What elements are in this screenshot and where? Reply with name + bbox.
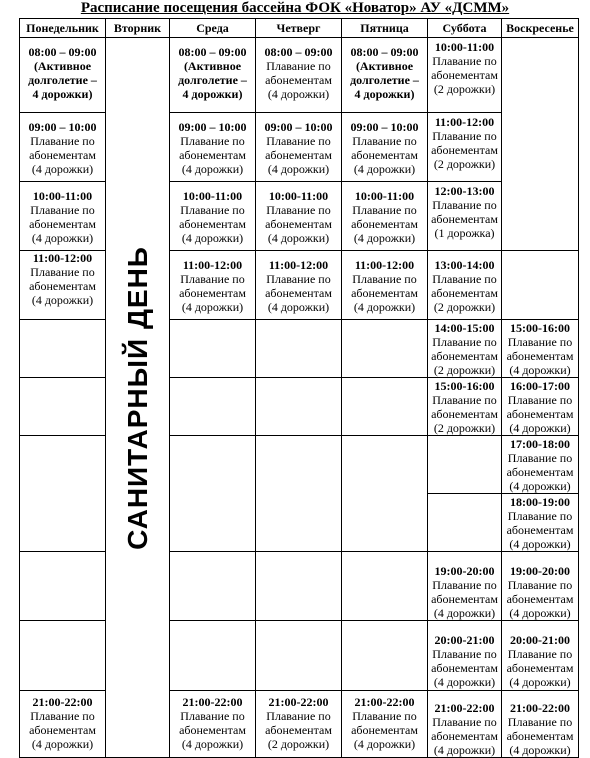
slot-time: 21:00-22:00	[32, 695, 93, 709]
slot-line: (Активное	[33, 59, 92, 73]
sanitary-day-label: САНИТАРНЫЙ ДЕНЬ	[121, 245, 153, 550]
slot-sun-1900	[502, 552, 579, 621]
slot-fri-2100	[342, 691, 428, 758]
slot-sun-2000	[502, 621, 579, 691]
slot-line: Плавание по	[30, 709, 95, 723]
slot-line: Плавание по	[432, 578, 497, 592]
slot-wed-0900	[170, 113, 256, 182]
table-row	[20, 552, 579, 621]
slot-line: Плавание по	[266, 203, 331, 217]
slot-time: 10:00-11:00	[182, 189, 243, 203]
slot-line: (2 дорожки)	[433, 82, 496, 96]
slot-line: (4 дорожки)	[31, 162, 94, 176]
empty-cell	[256, 621, 342, 691]
slot-mon-2100	[20, 691, 106, 758]
slot-line: абонементам	[431, 592, 498, 606]
slot-line: (4 дорожки)	[267, 231, 330, 245]
slot-line: абонементам	[179, 217, 246, 231]
slot-line: Плавание по	[507, 393, 573, 407]
slot-line: (4 дорожки)	[509, 743, 571, 757]
empty-cell	[342, 320, 428, 378]
empty-cell	[502, 38, 579, 251]
slot-line: абонементам	[351, 148, 418, 162]
slot-fri-0800	[342, 38, 428, 113]
slot-time: 09:00 – 10:00	[28, 120, 97, 134]
slot-line: Плавание по	[30, 203, 95, 217]
slot-line: Плавание по	[352, 203, 417, 217]
slot-line: Плавание по	[507, 335, 573, 349]
slot-line: (4 дорожки)	[353, 737, 416, 751]
slot-line: (4 дорожки)	[509, 675, 571, 689]
slot-mon-1100	[20, 251, 106, 320]
slot-line: (2 дорожки)	[433, 421, 496, 435]
slot-mon-0800	[20, 38, 106, 113]
slot-line: абонементам	[265, 73, 332, 87]
empty-cell	[256, 378, 342, 436]
slot-sat-1200	[428, 182, 502, 251]
slot-line: абонементам	[351, 723, 418, 737]
slot-line: долголетие –	[28, 73, 97, 87]
slot-line: Плавание по	[432, 54, 497, 68]
slot-time: 21:00-22:00	[354, 695, 415, 709]
empty-cell	[170, 436, 256, 552]
header-wednesday: Среда	[170, 19, 256, 38]
slot-line: абонементам	[506, 592, 574, 606]
slot-mon-0900	[20, 113, 106, 182]
slot-time: 20:00-21:00	[434, 633, 495, 647]
slot-fri-0900	[342, 113, 428, 182]
slot-line: абонементам	[351, 286, 418, 300]
slot-wed-1000	[170, 182, 256, 251]
slot-line: Плавание по	[352, 134, 417, 148]
slot-line: (4 дорожки)	[31, 231, 94, 245]
slot-time: 19:00-20:00	[510, 564, 570, 578]
slot-time: 11:00-12:00	[182, 258, 243, 272]
slot-time: 08:00 – 09:00	[264, 45, 333, 59]
slot-time: 10:00-11:00	[434, 40, 495, 54]
slot-line: (4 дорожки)	[353, 300, 416, 314]
slot-mon-1000	[20, 182, 106, 251]
slot-line: Плавание по	[507, 578, 573, 592]
slot-line: Плавание по	[507, 451, 573, 465]
slot-sun-1800	[502, 494, 579, 552]
slot-line: абонементам	[506, 465, 574, 479]
slot-line: (4 дорожки)	[31, 737, 94, 751]
slot-line: (4 дорожки)	[31, 293, 94, 307]
header-saturday: Суббота	[428, 19, 502, 38]
slot-thu-2100	[256, 691, 342, 758]
empty-cell	[342, 552, 428, 621]
slot-line: Плавание по	[266, 272, 331, 286]
slot-line: (4 дорожки)	[509, 537, 571, 551]
slot-sat-1500	[428, 378, 502, 436]
table-row	[20, 113, 579, 182]
empty-cell	[256, 552, 342, 621]
slot-line: (4 дорожки)	[181, 300, 244, 314]
slot-wed-2100	[170, 691, 256, 758]
slot-line: (4 дорожки)	[433, 606, 496, 620]
slot-thu-1000	[256, 182, 342, 251]
slot-line: абонементам	[431, 143, 498, 157]
slot-line: Плавание по	[507, 647, 573, 661]
slot-line: (2 дорожки)	[433, 363, 496, 377]
empty-cell	[342, 378, 428, 436]
slot-line: Плавание по	[432, 393, 497, 407]
slot-time: 10:00-11:00	[354, 189, 415, 203]
slot-line: абонементам	[29, 723, 96, 737]
slot-time: 11:00-12:00	[354, 258, 415, 272]
slot-line: абонементам	[431, 68, 498, 82]
slot-line: (2 дорожки)	[433, 300, 496, 314]
empty-cell	[428, 494, 502, 552]
slot-line: абонементам	[351, 217, 418, 231]
slot-line: 4 дорожки)	[182, 87, 243, 101]
slot-time: 08:00 – 09:00	[350, 45, 419, 59]
empty-cell	[256, 436, 342, 552]
slot-line: (4 дорожки)	[353, 231, 416, 245]
empty-cell	[342, 436, 428, 552]
empty-cell	[502, 251, 579, 320]
slot-time: 15:00-16:00	[434, 379, 495, 393]
table-row	[20, 38, 579, 51]
slot-line: Плавание по	[30, 265, 95, 279]
slot-line: абонементам	[265, 286, 332, 300]
slot-line: абонементам	[431, 407, 498, 421]
header-tuesday: Вторник	[106, 19, 170, 38]
slot-sat-1400	[428, 320, 502, 378]
slot-line: долголетие –	[178, 73, 247, 87]
slot-sat-1000	[428, 38, 502, 113]
slot-sat-1300	[428, 251, 502, 320]
slot-line: абонементам	[431, 349, 498, 363]
slot-line: абонементам	[506, 349, 574, 363]
slot-wed-0800	[170, 38, 256, 113]
slot-line: абонементам	[265, 723, 332, 737]
table-row	[20, 436, 579, 494]
header-friday: Пятница	[342, 19, 428, 38]
slot-line: Плавание по	[266, 59, 331, 73]
slot-line: 4 дорожки)	[32, 87, 93, 101]
slot-time: 08:00 – 09:00	[178, 45, 247, 59]
slot-line: абонементам	[29, 148, 96, 162]
sanitary-day-cell	[106, 38, 170, 758]
slot-line: (4 дорожки)	[353, 162, 416, 176]
slot-line: (4 дорожки)	[509, 479, 571, 493]
table-row	[20, 621, 579, 691]
slot-sat-1900	[428, 552, 502, 621]
slot-line: Плавание по	[432, 335, 497, 349]
slot-line: абонементам	[265, 217, 332, 231]
slot-time: 17:00-18:00	[510, 437, 570, 451]
slot-line: (4 дорожки)	[267, 162, 330, 176]
slot-line: Плавание по	[432, 129, 497, 143]
slot-time: 10:00-11:00	[32, 189, 93, 203]
slot-line: абонементам	[179, 286, 246, 300]
slot-line: (4 дорожки)	[267, 87, 330, 101]
slot-fri-1100	[342, 251, 428, 320]
slot-line: Плавание по	[180, 203, 245, 217]
slot-line: долголетие –	[350, 73, 419, 87]
slot-line: (4 дорожки)	[509, 363, 571, 377]
slot-line: Плавание по	[432, 715, 497, 729]
slot-time: 18:00-19:00	[510, 495, 570, 509]
slot-line: Плавание по	[180, 709, 245, 723]
slot-line: (2 дорожки)	[433, 157, 496, 171]
table-row	[20, 182, 579, 251]
slot-time: 11:00-12:00	[434, 115, 495, 129]
empty-cell	[170, 320, 256, 378]
slot-line: абонементам	[506, 729, 574, 743]
slot-line: абонементам	[29, 217, 96, 231]
slot-sun-1500	[502, 320, 579, 378]
slot-sat-2100	[428, 691, 502, 758]
slot-line: (4 дорожки)	[433, 743, 496, 757]
header-sunday: Воскресенье	[502, 19, 579, 38]
empty-cell	[20, 621, 106, 691]
slot-time: 15:00-16:00	[510, 321, 570, 335]
slot-line: Плавание по	[352, 709, 417, 723]
header-row	[20, 19, 579, 38]
empty-cell	[20, 378, 106, 436]
slot-line: Плавание по	[507, 509, 573, 523]
slot-line: (4 дорожки)	[433, 675, 496, 689]
slot-line: абонементам	[431, 661, 498, 675]
slot-line: Плавание по	[266, 134, 331, 148]
slot-line: Плавание по	[352, 272, 417, 286]
schedule-table	[19, 18, 579, 758]
page-title: Расписание посещения бассейна ФОК «Новатор» АУ «ДСММ»	[80, 0, 510, 16]
slot-line: (4 дорожки)	[509, 421, 571, 435]
slot-time: 21:00-22:00	[268, 695, 329, 709]
empty-cell	[20, 320, 106, 378]
empty-cell	[20, 552, 106, 621]
header-monday: Понедельник	[20, 19, 106, 38]
slot-line: абонементам	[179, 148, 246, 162]
slot-time: 10:00-11:00	[268, 189, 329, 203]
slot-line: абонементам	[506, 523, 574, 537]
slot-time: 13:00-14:00	[434, 258, 495, 272]
slot-time: 14:00-15:00	[434, 321, 495, 335]
empty-cell	[256, 320, 342, 378]
slot-thu-0900	[256, 113, 342, 182]
slot-line: (4 дорожки)	[181, 231, 244, 245]
slot-thu-1100	[256, 251, 342, 320]
slot-sun-2100	[502, 691, 579, 758]
slot-line: (4 дорожки)	[181, 737, 244, 751]
slot-time: 09:00 – 10:00	[350, 120, 419, 134]
slot-line: (2 дорожки)	[267, 737, 330, 751]
table-row	[20, 320, 579, 378]
slot-time: 09:00 – 10:00	[178, 120, 247, 134]
slot-line: 4 дорожки)	[354, 87, 415, 101]
slot-time: 21:00-22:00	[182, 695, 243, 709]
slot-time: 12:00-13:00	[434, 184, 495, 198]
slot-line: Плавание по	[266, 709, 331, 723]
slot-line: абонементам	[265, 148, 332, 162]
slot-time: 19:00-20:00	[434, 564, 495, 578]
slot-sat-1100	[428, 113, 502, 182]
slot-line: Плавание по	[432, 647, 497, 661]
slot-line: абонементам	[431, 729, 498, 743]
slot-time: 08:00 – 09:00	[28, 45, 97, 59]
slot-line: абонементам	[29, 279, 96, 293]
table-row	[20, 378, 579, 436]
slot-line: абонементам	[431, 286, 498, 300]
slot-time: 11:00-12:00	[268, 258, 329, 272]
slot-line: Плавание по	[180, 272, 245, 286]
slot-time: 09:00 – 10:00	[264, 120, 333, 134]
empty-cell	[170, 621, 256, 691]
slot-line: абонементам	[179, 723, 246, 737]
slot-line: Плавание по	[432, 272, 497, 286]
empty-cell	[342, 621, 428, 691]
slot-time: 11:00-12:00	[32, 251, 93, 265]
slot-sun-1600	[502, 378, 579, 436]
table-row	[20, 691, 579, 758]
slot-time: 21:00-22:00	[434, 701, 495, 715]
empty-cell	[20, 436, 106, 552]
slot-line: (Активное	[183, 59, 242, 73]
slot-wed-1100	[170, 251, 256, 320]
slot-line: абонементам	[506, 407, 574, 421]
slot-sat-2000	[428, 621, 502, 691]
slot-line: (4 дорожки)	[509, 606, 571, 620]
slot-line: (Активное	[355, 59, 414, 73]
slot-time: 21:00-22:00	[510, 701, 570, 715]
slot-line: абонементам	[506, 661, 574, 675]
slot-line: абонементам	[431, 212, 498, 226]
slot-thu-0800	[256, 38, 342, 113]
slot-fri-1000	[342, 182, 428, 251]
slot-line: Плавание по	[30, 134, 95, 148]
table-row	[20, 251, 579, 320]
slot-time: 16:00-17:00	[510, 379, 570, 393]
slot-sun-1700	[502, 436, 579, 494]
slot-line: Плавание по	[432, 198, 497, 212]
empty-cell	[428, 436, 502, 494]
slot-line: (1 дорожка)	[434, 226, 495, 240]
slot-line: Плавание по	[180, 134, 245, 148]
slot-line: Плавание по	[507, 715, 573, 729]
empty-cell	[170, 378, 256, 436]
slot-line: (4 дорожки)	[181, 162, 244, 176]
empty-cell	[170, 552, 256, 621]
header-thursday: Четверг	[256, 19, 342, 38]
slot-time: 20:00-21:00	[510, 633, 570, 647]
slot-line: (4 дорожки)	[267, 300, 330, 314]
